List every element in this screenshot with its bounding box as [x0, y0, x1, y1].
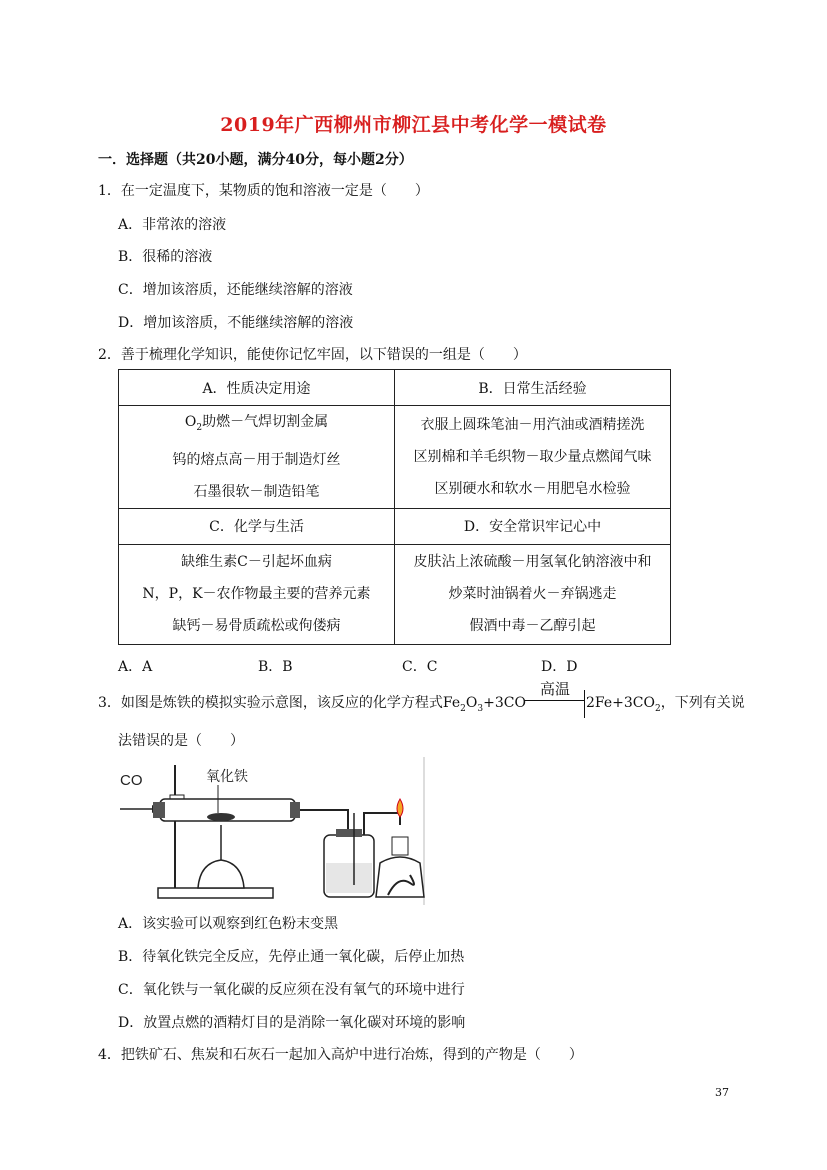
reaction-arrow-tick: [584, 690, 585, 718]
page-title: 2019年广西柳州市柳江县中考化学一模试卷: [220, 114, 607, 136]
table-cell-b-body: [395, 406, 671, 509]
iron-smelting-apparatus-figure: [118, 755, 426, 905]
question-2-stem: 2．善于梳理化学知识，能使你记忆牢固，以下错误的一组是（ ）: [98, 347, 527, 363]
table-cell-d-body: [395, 544, 671, 644]
question-1-option-d: D．增加该溶质，不能继续溶解的溶液: [118, 315, 354, 331]
stopper-right: [290, 802, 300, 818]
table-line-text: 助燃－气焊切割金属: [202, 414, 329, 430]
question-1-option-c: C．增加该溶质，还能继续溶解的溶液: [118, 282, 353, 298]
lamp-neck: [392, 837, 408, 855]
question-3-option-c: C．氧化铁与一氧化碳的反应须在没有氧气的环境中进行: [118, 982, 465, 998]
table-cell-c-body: [119, 544, 395, 644]
question-3-stem-tail: $2Fe+3CO_2$，下列有关说: [586, 695, 745, 714]
stem-post: 2Fe+3CO: [586, 695, 655, 711]
stem-pre: 3．如图是炼铁的模拟实验示意图，该反应的化学方程式Fe: [98, 695, 461, 711]
bottle-stopper: [336, 829, 362, 837]
table-line: 石墨很软－制造铅笔: [193, 483, 320, 500]
flame-icon: [397, 799, 403, 817]
iron-oxide-powder: [207, 813, 235, 821]
table-cell-b-head: B．日常生活经验: [395, 370, 671, 406]
table-line: 缺钙－易骨质疏松或佝偻病: [172, 618, 341, 635]
table-line: 区别硬水和软水－用肥皂水检验: [434, 480, 631, 497]
reaction-arrow-bar: [524, 700, 584, 701]
question-3-option-b: B．待氧化铁完全反应，先停止通一氧化碳，后停止加热: [118, 949, 465, 965]
alcohol-burner: [198, 860, 244, 888]
table-line: 缺维生素C－引起坏血病: [181, 554, 332, 571]
iron-oxide-label: 氧化铁: [206, 769, 248, 785]
table-line: 钨的熔点高－用于制造灯丝: [172, 451, 341, 468]
answer-c: C．C: [402, 659, 438, 675]
question-1-stem: 1．在一定温度下，某物质的饱和溶液一定是（ ）: [98, 183, 429, 199]
table-cell-d-head: D．安全常识牢记心中: [395, 508, 671, 544]
table-line: $O_2$助燃－气焊切割金属: [184, 414, 329, 433]
table-line: 皮肤沾上浓硫酸－用氢氧化钠溶液中和: [413, 554, 652, 571]
table-line: 炒菜时油锅着火－弃锅逃走: [448, 586, 617, 603]
question-3-stem: 3．如图是炼铁的模拟实验示意图，该反应的化学方程式$Fe_2O_3+3CO$: [98, 695, 526, 714]
question-1-option-a: A．非常浓的溶液: [118, 217, 227, 233]
section-heading: 一．选择题（共20小题，满分40分，每小题2分）: [98, 152, 413, 168]
table-cell-a-body: [119, 406, 395, 509]
table-line: N，P，K－农作物最主要的营养元素: [142, 586, 371, 603]
co-label: CO: [120, 772, 143, 789]
question-3-option-a: A．该实验可以观察到红色粉末变黑: [118, 916, 339, 932]
question-4-stem: 4．把铁矿石、焦炭和石灰石一起加入高炉中进行冶炼，得到的产物是（ ）: [98, 1047, 583, 1063]
reaction-condition: [524, 678, 586, 720]
bottle-liquid: [326, 863, 372, 893]
question-1-option-b: B．很稀的溶液: [118, 249, 213, 265]
table-line: 假酒中毒－乙醇引起: [469, 618, 596, 635]
stem-mid: +3CO: [483, 695, 526, 711]
answer-a: A．A: [118, 659, 153, 675]
condition-text: 高温: [539, 680, 570, 698]
table-line: 衣服上圆珠笔油－用汽油或酒精搓洗: [420, 416, 645, 433]
page-number: 37: [715, 1086, 729, 1099]
question-2-table: [118, 369, 671, 645]
outlet-tube: [364, 813, 400, 835]
question-3-option-d: D．放置点燃的酒精灯目的是消除一氧化碳对环境的影响: [118, 1015, 466, 1031]
alcohol-lamp: [376, 857, 424, 897]
answer-b: B．B: [258, 659, 293, 675]
stem-end: ，下列有关说: [660, 695, 745, 711]
stand-base: [158, 888, 273, 898]
table-line: 区别棉和羊毛织物－取少量点燃闻气味: [413, 448, 652, 465]
table-cell-c-head: C．化学与生活: [119, 508, 395, 544]
answer-d: D．D: [541, 659, 578, 675]
stopper-left: [153, 802, 165, 818]
table-cell-a-head: A．性质决定用途: [119, 370, 395, 406]
question-3-stem-line2: 法错误的是（ ）: [118, 733, 244, 749]
